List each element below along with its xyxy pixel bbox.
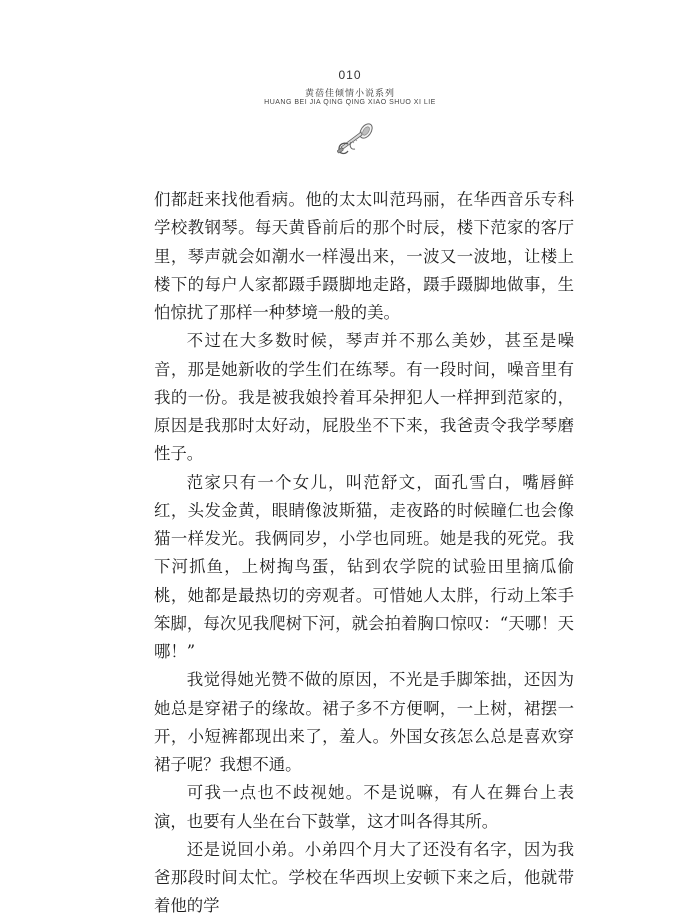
page-number: 010 xyxy=(338,68,362,82)
paragraph: 可我一点也不歧视她。不是说嘛，有人在舞台上表演，也要有人坐在台下鼓掌，这才叫各得其所。 xyxy=(154,783,574,831)
body-text xyxy=(154,186,574,921)
paragraph: 还是说回小弟。小弟四个月大了还没有名字，因为我爸那段时间太忙。学校在华西坝上安顿下来之后，他就带着他的学 xyxy=(154,839,574,916)
series-pinyin: HUANG BEI JIA QING QING XIAO SHUO XI LIE xyxy=(264,99,436,106)
paragraph: 不过在大多数时候，琴声并不那么美妙，甚至是噪音，那是她新收的学生们在练琴。有一段时间，噪音里有我的一份。我是被我娘拎着耳朵押犯人一样押到范家的，原因是我那时太好动，屁股坐不下来，我爸责令我学琴磨性子。 xyxy=(154,331,574,464)
paragraph: 范家只有一个女儿，叫范舒文，面孔雪白，嘴唇鲜红，头发金黄，眼睛像波斯猫，走夜路的时候瞳仁也会像猫一样发光。我俩同岁，小学也同班。她是我的死党。我下河抓鱼，上树掏鸟蛋，钻到农学院的试验田里摘瓜偷桃，她都是最热切的旁观者。可惜她人太胖，行动上笨手笨脚，每次见我爬树下河，就会拍着胸口惊叹：“天哪！天哪！” xyxy=(154,472,574,661)
paragraph: 我觉得她光赞不做的原因，不光是手脚笨拙，还因为她总是穿裙子的缘故。裙子多不方便啊，一上树，裙摆一开，小短裤都现出来了，羞人。外国女孩怎么总是喜欢穿裙子呢？我想不通。 xyxy=(154,670,574,774)
trumpet-icon xyxy=(333,120,375,160)
series-title: 黄蓓佳倾情小说系列 xyxy=(304,89,395,99)
paragraph: 们都赶来找他看病。他的太太叫范玛丽，在华西音乐专科学校教钢琴。每天黄昏前后的那个时辰，楼下范家的客厅里，琴声就会如潮水一样漫出来，一波又一波地，让楼上楼下的每户人家都蹑手蹑脚地走路，蹑手蹑脚地做事，生怕惊扰了那样一种梦境一般的美。 xyxy=(154,190,574,322)
